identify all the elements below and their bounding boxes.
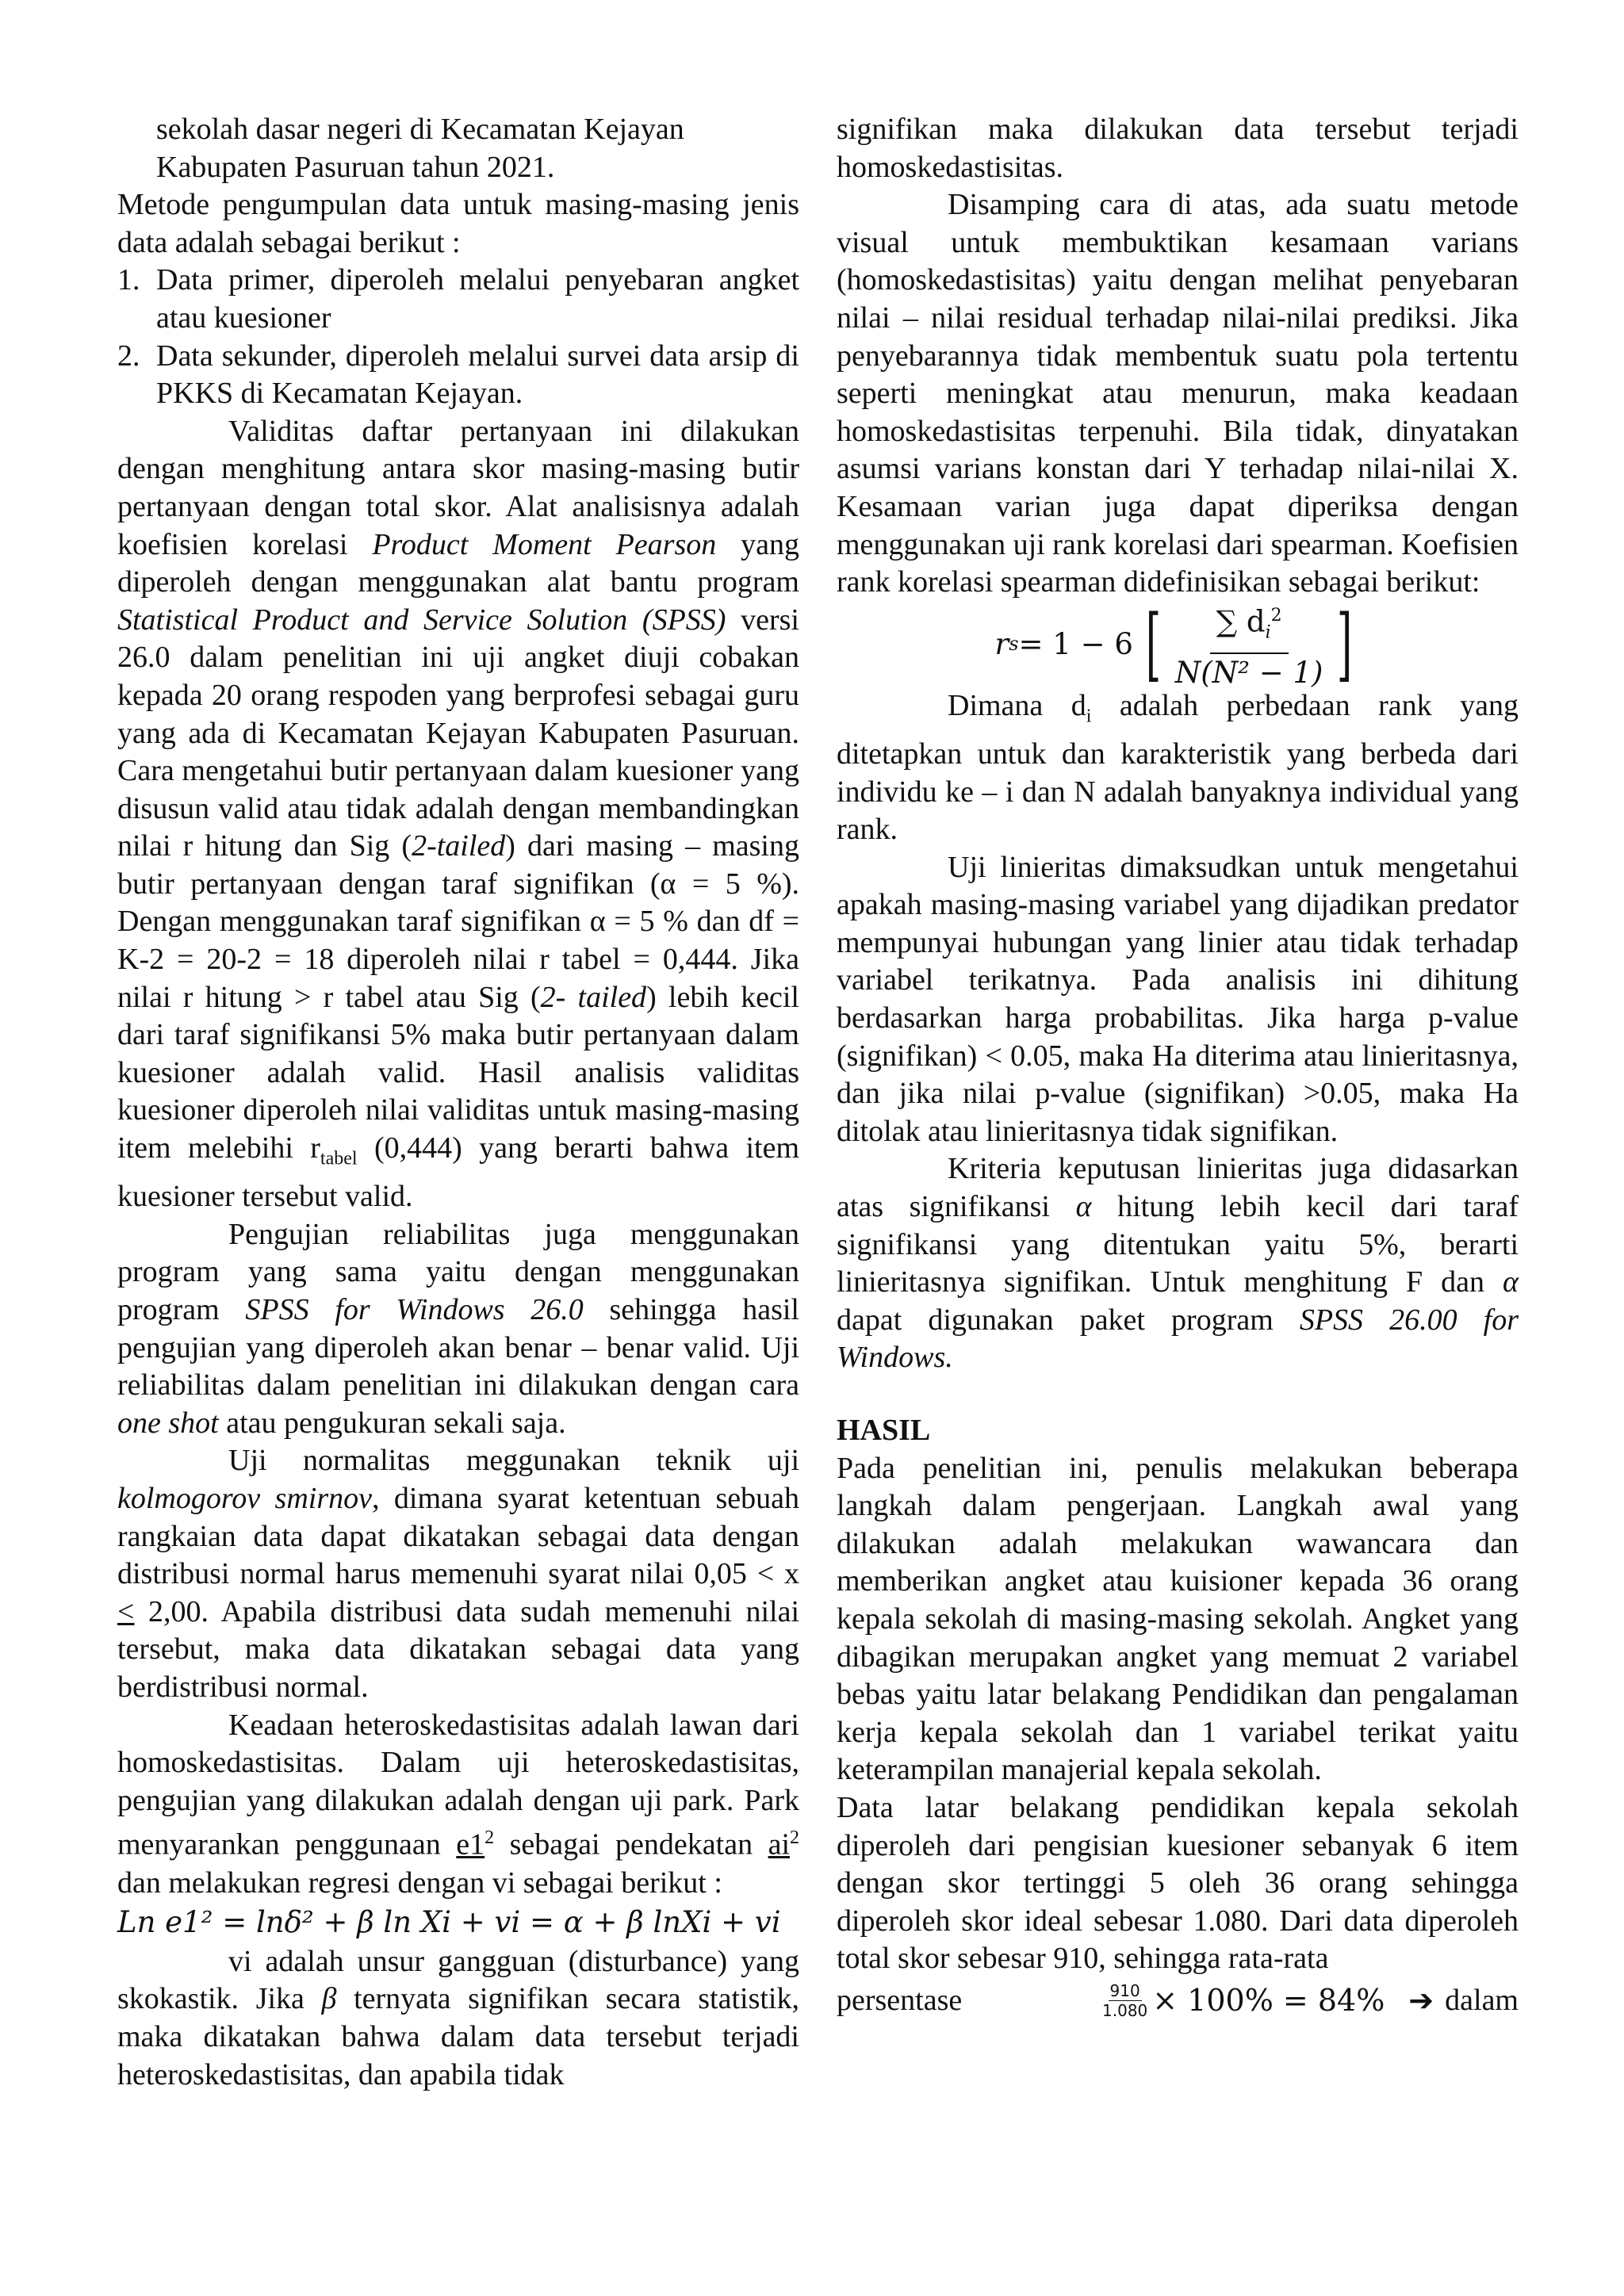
spearman-fraction: $\frac{\sum d_i^2}{\text{N(N² − 1)}}$ <box>1169 599 1330 691</box>
paragraph-disamping: Disamping cara di atas, ada suatu metode visual untuk membuktikan kesamaan varians (homoskedastisitas) yaitu dengan melihat penyebaran nilai – nilai residual terhadap nilai-nilai prediksi. Jika penyebarannya tidak membentuk suatu pola tertentu seperti meningkat atau menurun, maka keadaan homoskedastisitas terpenuhi. Bila tidak, dinyatakan asumsi varians konstan dari Y terhadap nilai-nilai X. Kesamaan varian juga dapat diperiksa dengan menggunakan uji rank korelasi dari spearman. Koefisien rank korelasi spearman didefinisikan sebagai berikut: <box>837 188 1519 599</box>
equation-middle: = 1 − 6 <box>1018 626 1133 661</box>
percentage-result: × 100% = 84% <box>1152 1983 1385 2019</box>
paragraph-heteroskedastisitas: Keadaan heteroskedastisitas adalah lawan dari homoskedastisitas. Dalam uji heteroskedastisitas, pengujian yang dilakukan adalah dengan uji park. Park menyarankan penggunaan $e1^2$ sebagai pendekatan $ai^2$ dan melakukan regresi dengan vi sebagai berikut : <box>117 1708 800 1900</box>
percentage-label: persentase <box>837 1984 963 2018</box>
percentage-line <box>837 1978 1519 2024</box>
percentage-tail: dalam <box>1445 1984 1519 2018</box>
spearman-equation: r s = 1 − 6 [ $\frac{\sum d_i^2}{\text{N(N² − 1)}}$ ] <box>994 597 1353 691</box>
paragraph-vi: vi adalah unsur gangguan (disturbance) yang skokastik. Jika β ternyata signifikan secara statistik, maka dikatakan bahwa dalam data tersebut terjadi heteroskedastisitas, dan apabila tidak <box>117 1944 799 2091</box>
right-column <box>837 111 1519 2024</box>
list-item <box>117 262 799 337</box>
paragraph-reliabilitas: Pengujian reliabilitas juga menggunakan program yang sama yaitu dengan menggunakan program SPSS for Windows 26.0 sehingga hasil pengujian yang diperoleh akan benar – benar valid. Uji reliabilitas dalam penelitian ini dilakukan dengan cara one shot atau pengukuran sekali saja. <box>117 1217 799 1440</box>
list-text: Data primer, diperoleh melalui penyebaran angket atau kuesioner <box>156 263 799 335</box>
paragraph-continuation: signifikan maka dilakukan data tersebut terjadi homoskedastisitas. <box>837 113 1519 184</box>
continuation-text <box>117 111 799 186</box>
paragraph-validitas: Validitas daftar pertanyaan ini dilakukan dengan menghitung antara skor masing-masing butir pertanyaan dengan total skor. Alat analisisnya adalah koefisien korelasi Product Moment Pearson yang diperoleh dengan menggunakan alat bantu program Statistical Product and Service Solution (SPSS) versi 26.0 dalam penelitian ini uji angket diuji cobakan kepada 20 orang respoden yang berprofesi sebagai guru yang ada di Kecamatan Kejayan Kabupaten Pasuruan. Cara mengetahui butir pertanyaan dalam kuesioner yang disusun valid atau tidak adalah dengan membandingkan nilai r hitung dan Sig (2-tailed) dari masing – masing butir pertanyaan dengan taraf signifikan (α = 5 %). Dengan menggunakan taraf signifikan α = 5 % dan df = K-2 = 20-2 = 18 diperoleh nilai r tabel = 0,444. Jika nilai r hitung > r tabel atau Sig (2- tailed) lebih kecil dari taraf signifikansi 5% maka butir pertanyaan dalam kuesioner adalah valid. Hasil analisis validitas kuesioner diperoleh nilai validitas untuk masing-masing item melebihi $r_{tabel}$ (0,444) yang berarti bahwa item kuesioner tersebut valid. <box>117 414 800 1214</box>
paragraph-normalitas: Uji normalitas meggunakan teknik uji kolmogorov smirnov, dimana syarat ketentuan sebuah rangkaian data dapat dikatakan sebagai data dengan distribusi normal harus memenuhi syarat nilai 0,05 < x < 2,00. Apabila distribusi data sudah memenuhi nilai tersebut, maka data dikatakan sebagai data yang berdistribusi normal. <box>117 1444 799 1704</box>
text-line: sekolah dasar negeri di Kecamatan Kejayan <box>156 113 684 146</box>
list-number: 2. <box>117 339 140 373</box>
list-number: 1. <box>117 263 140 297</box>
park-equation: Ln e1² = lnδ² + β ln Xi + vi = α + β lnXi + vi <box>117 1905 781 1940</box>
section-heading-hasil: HASIL <box>837 1414 931 1447</box>
paragraph-hasil-2: Data latar belakang pendidikan kepala sekolah diperoleh dari pengisian kuesioner sebanyak 6 item dengan skor tertinggi 5 oleh 36 orang sehingga diperoleh skor ideal sebesar 1.080. Dari data diperoleh total skor sebesar 910, sehingga rata-rata <box>837 1790 1519 1976</box>
rs-symbol: r <box>994 626 1009 661</box>
list-item <box>117 338 799 413</box>
text-line: Kabupaten Pasuruan tahun 2021. <box>156 150 555 184</box>
paragraph-hasil-1: Pada penelitian ini, penulis melakukan beberapa langkah dalam pengerjaan. Langkah awal yang dilakukan adalah melakukan wawancara dan memberikan angket atau kuisioner kepada 36 orang kepala sekolah di masing-masing sekolah. Angket yang dibagikan merupakan angket yang memuat 2 variabel bebas yaitu latar belakang Pendidikan dan pengalaman kerja kepala sekolah dan 1 variabel terikat yaitu keterampilan manajerial kepala sekolah. <box>837 1451 1519 1787</box>
paragraph-metode: Metode pengumpulan data untuk masing-masing jenis data adalah sebagai berikut : <box>117 188 799 259</box>
paragraph-kriteria: Kriteria keputusan linieritas juga didasarkan atas signifikansi α hitung lebih kecil dari taraf signifikansi yang ditentukan yaitu 5%, berarti linieritasnya signifikan. Untuk menghitung F dan α dapat digunakan paket program SPSS 26.00 for Windows. <box>837 1152 1519 1375</box>
paragraph-dimana: Dimana $d_i$ adalah perbedaan rank yang ditetapkan untuk dan karakteristik yang berbeda dari individu ke – i dan N adalah banyaknya individual yang rank. <box>837 688 1519 847</box>
paragraph-linieritas: Uji linieritas dimaksudkan untuk mengetahui apakah masing-masing variabel yang dijadikan predator mempunyai hubungan yang linier atau tidak terhadap variabel terikatnya. Pada analisis ini dihitung berdasarkan harga probabilitas. Jika harga p-value (signifikan) < 0.05, maka Ha diterima atau linieritasnya, dan jika nilai p-value (signifikan) >0.05, maka Ha ditolak atau linieritasnya tidak signifikan. <box>837 850 1519 1148</box>
percentage-fraction: $\frac{910}{1.080}$ <box>1102 1981 1148 2021</box>
list-text: Data sekunder, diperoleh melalui survei data arsip di PKKS di Kecamatan Kejayan. <box>156 339 799 411</box>
arrow-icon: ➔ <box>1408 1983 1434 2019</box>
left-column <box>117 111 799 2094</box>
